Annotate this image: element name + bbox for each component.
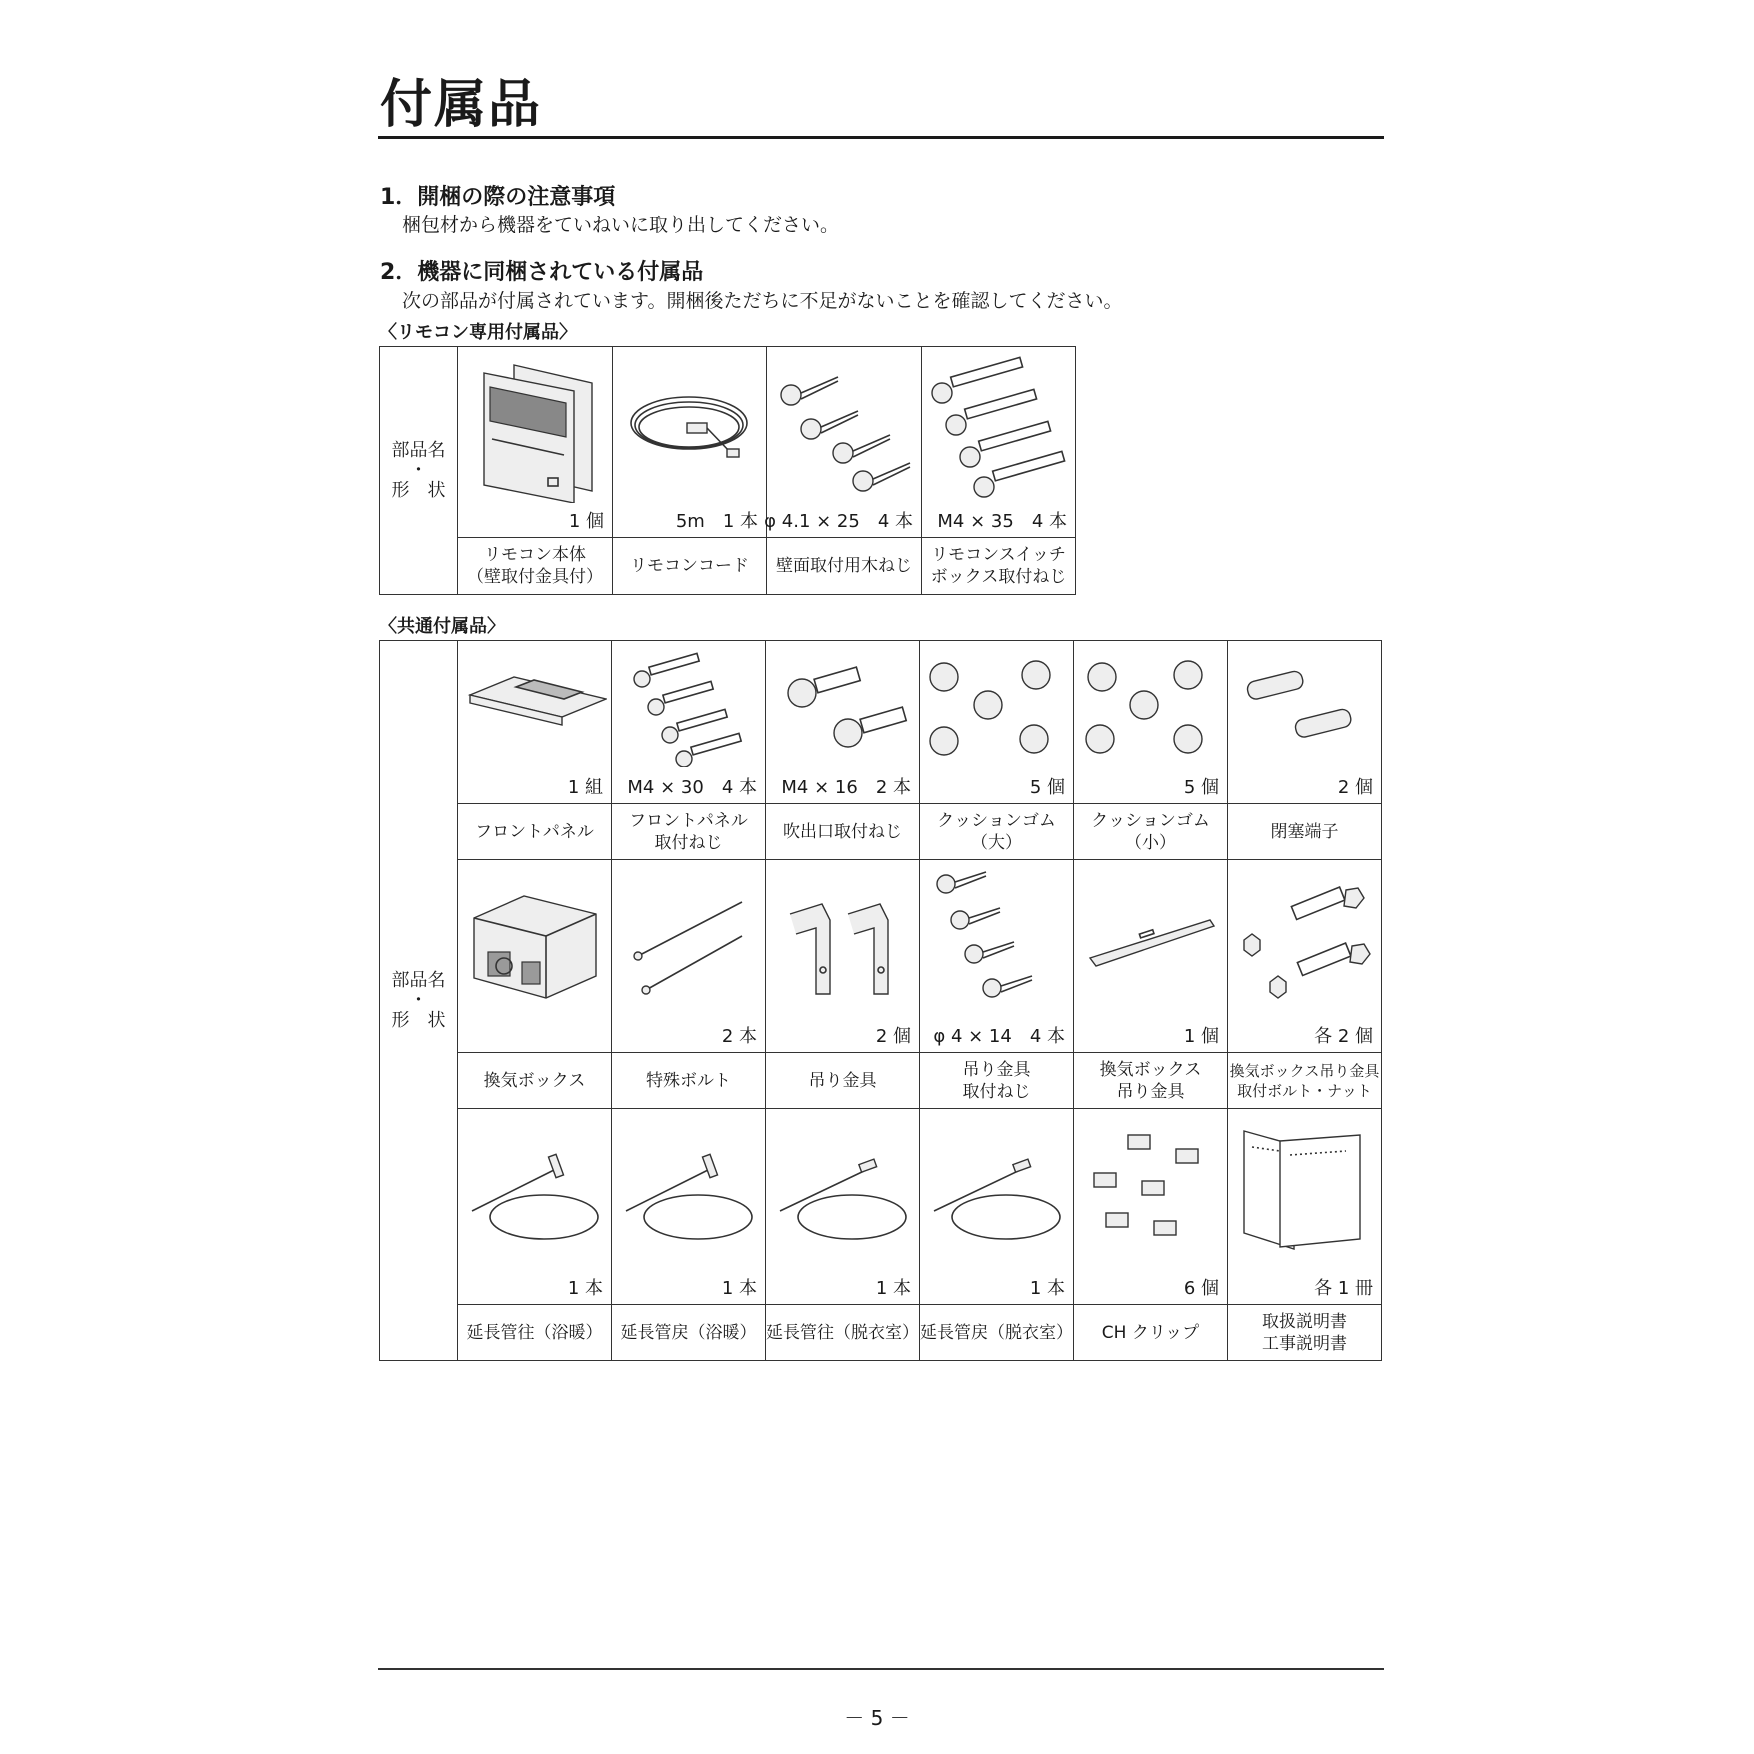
remote-group-label: 〈リモコン専用付属品〉 [379, 322, 577, 343]
manual-cell: 各 1 冊 [1228, 1109, 1382, 1305]
side-label: 部品名 ・ 形 状 [380, 641, 458, 1361]
hanging-bracket-cell: 2 個 [766, 860, 920, 1053]
part-name: クッションゴム（大） [920, 804, 1074, 860]
bracket-screw-cell: φ 4 × 14 4 本 [920, 860, 1074, 1053]
remote-control-icon [464, 353, 607, 503]
box-hanger-cell: 1 個 [1074, 860, 1228, 1053]
cord-icon [619, 353, 762, 503]
part-name: フロントパネル 取付ねじ [612, 804, 766, 860]
wood-screw-icon [926, 866, 1069, 1016]
part-name: 閉塞端子 [1228, 804, 1382, 860]
ventilation-box-icon [464, 866, 607, 1016]
machine-screw-cell: M4 × 35 4 本 [922, 347, 1076, 538]
footer-rule [378, 1668, 1384, 1670]
extension-pipe-icon [618, 1115, 761, 1265]
part-name: 換気ボックス 吊り金具 [1074, 1053, 1228, 1109]
section-1-heading: 1．開梱の際の注意事項 [380, 185, 616, 210]
bolt-nut-icon [1234, 866, 1377, 1016]
remote-parts-table [379, 346, 1076, 595]
cushion-large-cell: 5 個 [920, 641, 1074, 804]
part-name: クッションゴム（小） [1074, 804, 1228, 860]
ch-clip-cell: 6 個 [1074, 1109, 1228, 1305]
pipe-cell: 1 本 [612, 1109, 766, 1305]
part-name: リモコンコード [613, 538, 767, 595]
short-screw-icon [772, 647, 915, 767]
part-name: 延長管往（脱衣室） [766, 1305, 920, 1361]
section-1-text: 梱包材から機器をていねいに取り出してください。 [402, 214, 840, 236]
part-name: 延長管往（浴暖） [458, 1305, 612, 1361]
part-name: リモコン本体 （壁取付金具付） [458, 538, 613, 595]
extension-pipe-icon [464, 1115, 607, 1265]
title-rule [378, 136, 1384, 139]
wood-screw-icon [773, 353, 916, 503]
closed-terminal-cell: 2 個 [1228, 641, 1382, 804]
cushion-small-cell: 5 個 [1074, 641, 1228, 804]
front-panel-cell: 1 組 [458, 641, 612, 804]
part-name: 換気ボックス吊り金具 取付ボルト・ナット [1228, 1053, 1382, 1109]
special-bolt-cell: 2 本 [612, 860, 766, 1053]
closed-terminal-icon [1234, 647, 1377, 767]
part-name: 吊り金具 [766, 1053, 920, 1109]
part-name: 吊り金具 取付ねじ [920, 1053, 1074, 1109]
page-title: 付属品 [380, 75, 543, 135]
part-name: CH クリップ [1074, 1305, 1228, 1361]
machine-screw-icon [618, 647, 761, 767]
manual-icon [1234, 1115, 1377, 1265]
part-name: 延長管戻（脱衣室） [920, 1305, 1074, 1361]
section-2-heading: 2．機器に同梱されている付属品 [380, 260, 704, 285]
ventilation-box-cell [458, 860, 612, 1053]
common-group-label: 〈共通付属品〉 [379, 616, 505, 637]
outlet-screw-cell: M4 × 16 2 本 [766, 641, 920, 804]
pipe-cell: 1 本 [920, 1109, 1074, 1305]
bolt-nut-cell: 各 2 個 [1228, 860, 1382, 1053]
front-panel-screw-cell: M4 × 30 4 本 [612, 641, 766, 804]
part-name: 特殊ボルト [612, 1053, 766, 1109]
cushion-rubber-large-icon [926, 647, 1069, 767]
pipe-cell: 1 本 [766, 1109, 920, 1305]
page-number: － 5 － [844, 1706, 910, 1730]
pipe-cell: 1 本 [458, 1109, 612, 1305]
machine-screw-icon [928, 353, 1071, 503]
common-parts-table [379, 640, 1382, 1361]
part-name: リモコンスイッチ ボックス取付ねじ [922, 538, 1076, 595]
part-name: 壁面取付用木ねじ [767, 538, 922, 595]
front-panel-icon [464, 647, 607, 767]
wood-screw-cell: φ 4.1 × 25 4 本 [767, 347, 922, 538]
part-name: フロントパネル [458, 804, 612, 860]
part-name: 吹出口取付ねじ [766, 804, 920, 860]
extension-pipe-icon [772, 1115, 915, 1265]
part-name: 延長管戻（浴暖） [612, 1305, 766, 1361]
ch-clip-icon [1080, 1115, 1223, 1265]
special-bolt-icon [618, 866, 761, 1016]
box-hanger-icon [1080, 866, 1223, 1016]
part-name: 取扱説明書 工事説明書 [1228, 1305, 1382, 1361]
side-label: 部品名 ・ 形 状 [380, 347, 458, 595]
cushion-rubber-small-icon [1080, 647, 1223, 767]
extension-pipe-icon [926, 1115, 1069, 1265]
part-name: 換気ボックス [458, 1053, 612, 1109]
hanging-bracket-icon [772, 866, 915, 1016]
section-2-text: 次の部品が付属されています。開梱後ただちに不足がないことを確認してください。 [402, 290, 1123, 312]
remote-cord-cell: 5m 1 本 [613, 347, 767, 538]
remote-body-cell: 1 個 [458, 347, 613, 538]
